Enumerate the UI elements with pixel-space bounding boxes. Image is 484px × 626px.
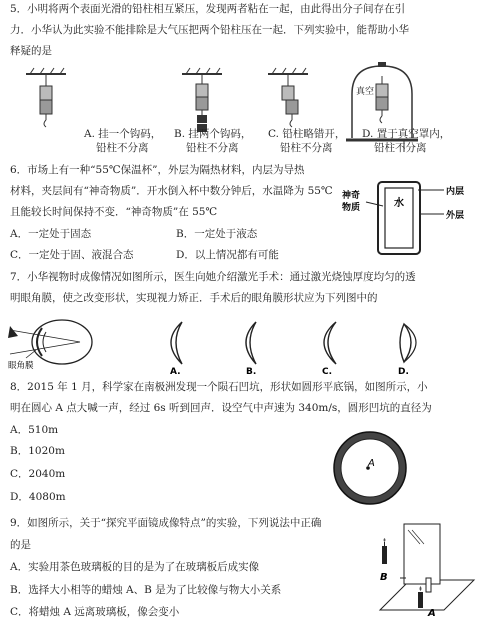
q5-figure-a	[26, 68, 66, 127]
q7-option-d-shape	[400, 324, 416, 362]
q5-option-a: A. 挂一个钩码，	[84, 128, 162, 140]
q6-water-label: 水	[394, 198, 404, 209]
q8-crater-figure	[330, 428, 414, 508]
q8-stem-line2: 明在圆心 A 点大喊一声，经过 6s 听到回声．设空气中声速为 340m/s，圆形凹坑的直径为	[10, 402, 432, 414]
q5-option-b-sub: 铅柱不分离	[186, 142, 239, 154]
q5-option-b: B. 挂两个钩码，	[174, 128, 252, 140]
q6-magic-label: 神奇	[342, 191, 361, 201]
q6-option-c: C．一定处于固、液混合态	[10, 249, 134, 261]
q8-option-d: D．4080m	[10, 491, 66, 503]
q7-stem-line1: 7．小华视物时成像情况如图所示，医生向她介绍激光手术：通过激光烧蚀厚度均匀的透	[10, 271, 416, 283]
q6-option-a: A．一定处于固态	[10, 228, 92, 240]
q6-inner-label: 内层	[446, 187, 465, 197]
q7-stem-line2: 明眼角膜，使之改变形状，实现视力矫正．手术后的眼角膜形状应为下列图中的	[10, 292, 378, 304]
q8-option-a: A．510m	[10, 424, 59, 436]
q5-option-c: C. 铅柱略错开，	[268, 128, 346, 140]
q5-stem-line2: 力．小华认为此实验不能排除是大气压把两个铅柱压在一起．下列实验中，能帮助小华	[10, 24, 409, 36]
q9-stem-line2: 的是	[10, 539, 31, 551]
q7-eye-diagram	[8, 320, 92, 364]
q7-cornea-label: 眼角膜	[8, 361, 34, 371]
q9-candle-a-label: A	[428, 608, 436, 619]
q8-stem-line1: 8．2015 年 1 月，科学家在南极洲发现一个陨石凹坑，形状如圆形平底锅，如图所示，小	[10, 381, 428, 393]
q9-mirror-figure	[370, 520, 480, 620]
q7-option-d: D.	[398, 367, 409, 377]
q5-figure-b	[182, 68, 222, 132]
q9-option-b: B．选择大小相等的蜡烛 A、B 是为了比较像与物大小关系	[10, 584, 282, 596]
q5-option-d: D. 置于真空罩内，	[362, 128, 451, 140]
q6-substance-label: 物质	[342, 203, 361, 213]
q5-option-d-sub: 铅柱不分离	[374, 142, 427, 154]
q6-option-d: D．以上情况都有可能	[176, 249, 279, 261]
q7-option-a: A.	[170, 367, 181, 377]
q9-candle-b-label: B	[380, 572, 388, 583]
q5-stem-line3: 释疑的是	[10, 45, 52, 57]
q9-option-c: C．将蜡烛 A 远离玻璃板，像会变小	[10, 606, 180, 618]
q7-option-b: B.	[246, 367, 257, 377]
q6-cup-figure	[340, 178, 480, 260]
q5-option-a-sub: 铅柱不分离	[96, 142, 149, 154]
q9-option-a: A．实验用茶色玻璃板的目的是为了在玻璃板后成实像	[10, 561, 260, 573]
q5-option-c-sub: 铅柱不分离	[280, 142, 333, 154]
q7-figures	[0, 308, 484, 378]
q7-option-c-shape	[324, 322, 336, 364]
q5-vacuum-label: 真空	[356, 87, 375, 97]
q7-option-b-shape	[246, 322, 256, 364]
q7-option-a-shape	[171, 322, 182, 364]
q6-option-b: B．一定处于液态	[176, 228, 258, 240]
q9-stem-line1: 9．如图所示，关于“探究平面镜成像特点”的实验，下列说法中正确	[10, 517, 322, 529]
q6-stem-line3: 且能较长时间保持不变．“神奇物质”在 55℃	[10, 206, 218, 218]
q7-option-c: C.	[322, 367, 333, 377]
q8-point-a-label: A	[368, 458, 375, 469]
q5-stem-line1: 5．小明将两个表面光滑的铅柱相互紧压，发现两者粘在一起，由此得出分子间存在引	[10, 3, 406, 15]
q6-outer-label: 外层	[446, 211, 465, 221]
q8-option-b: B．1020m	[10, 445, 65, 457]
q8-option-c: C．2040m	[10, 468, 66, 480]
q6-stem-line1: 6．市场上有一种“55℃保温杯”，外层为隔热材料，内层为导热	[10, 164, 305, 176]
q5-figure-c	[268, 68, 308, 127]
q6-stem-line2: 材料，夹层间有“神奇物质”．开水倒入杯中数分钟后，水温降为 55℃	[10, 185, 333, 197]
